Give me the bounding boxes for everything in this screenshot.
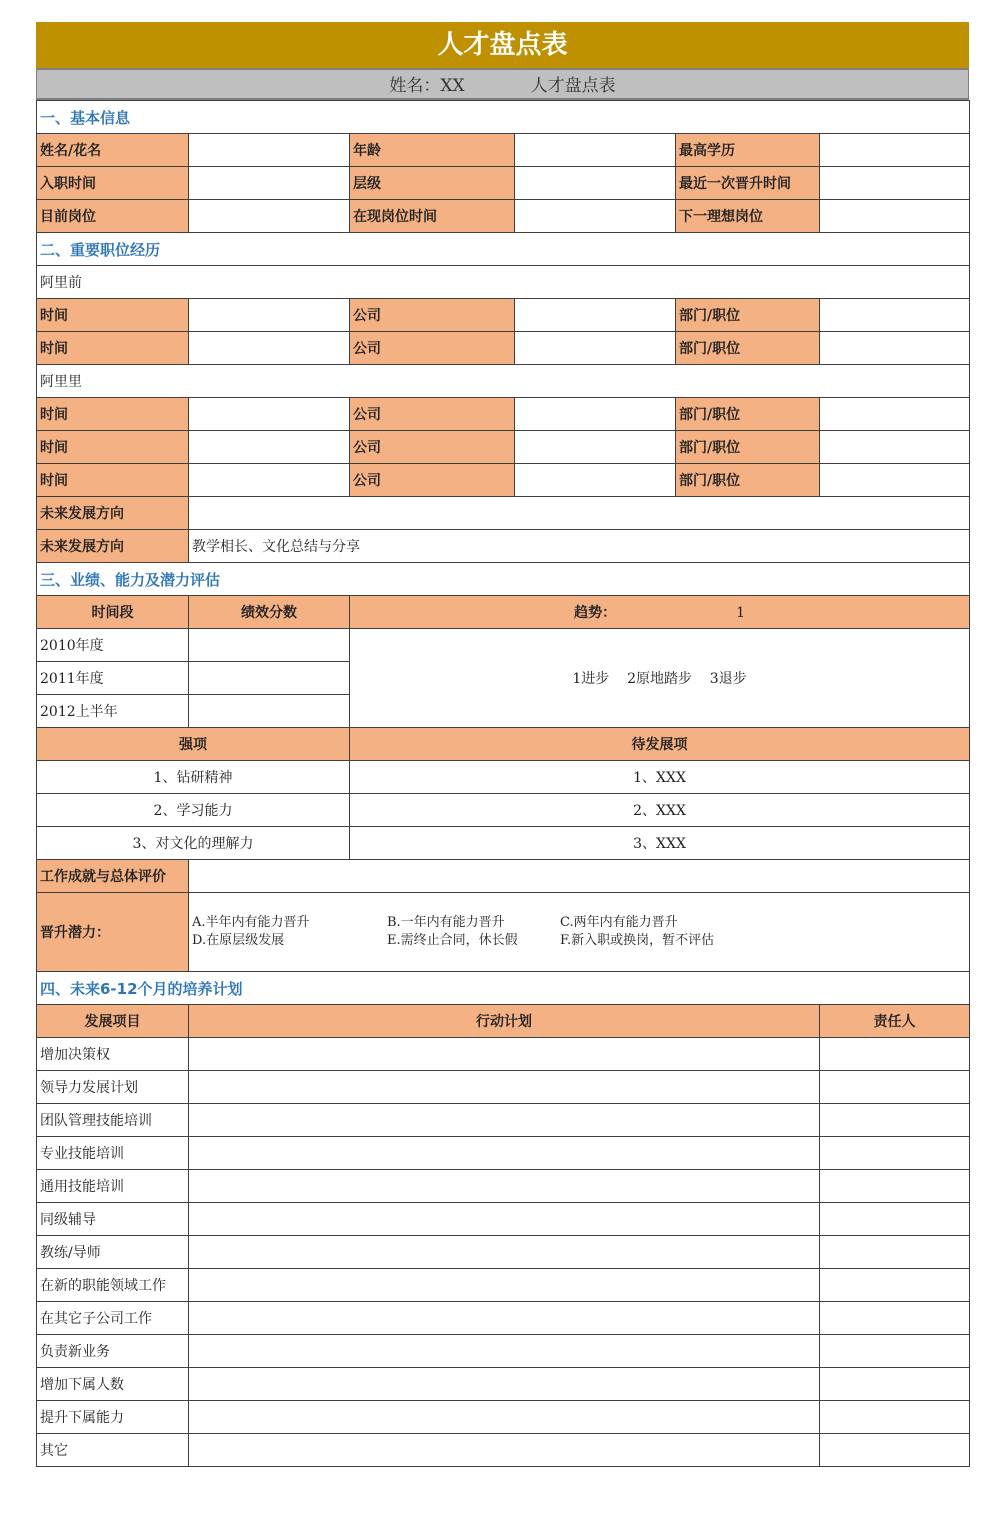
field-value[interactable] — [515, 134, 676, 167]
field-value[interactable] — [515, 167, 676, 200]
plan-item-label: 在其它子公司工作 — [37, 1302, 189, 1335]
form-table — [36, 100, 970, 1467]
time-value[interactable] — [189, 431, 350, 464]
potential-label: 晋升潜力： — [37, 893, 189, 972]
plan-owner-cell[interactable] — [820, 1269, 970, 1302]
dept-label: 部门/职位 — [676, 464, 820, 497]
field-label: 姓名/花名 — [37, 134, 189, 167]
table-row — [37, 200, 970, 233]
field-label: 下一理想岗位 — [676, 200, 820, 233]
plan-action-cell[interactable] — [189, 1137, 820, 1170]
future-direction-value[interactable]: 教学相长、文化总结与分享 — [189, 530, 970, 563]
column-header-strengths: 强项 — [37, 728, 350, 761]
strength-item[interactable]: 3、对文化的理解力 — [37, 827, 350, 860]
plan-owner-cell[interactable] — [820, 1038, 970, 1071]
field-label: 入职时间 — [37, 167, 189, 200]
plan-item-label: 同级辅导 — [37, 1203, 189, 1236]
option-b[interactable]: B.一年内有能力晋升 — [387, 915, 505, 930]
table-row — [37, 1368, 970, 1401]
option-e[interactable]: E.需终止合同，休长假 — [387, 933, 518, 948]
dept-label: 部门/职位 — [676, 299, 820, 332]
achievement-label: 工作成就与总体评价 — [37, 860, 189, 893]
company-value[interactable] — [515, 332, 676, 365]
field-value[interactable] — [820, 167, 970, 200]
plan-action-cell[interactable] — [189, 1038, 820, 1071]
plan-action-cell[interactable] — [189, 1071, 820, 1104]
plan-owner-cell[interactable] — [820, 1302, 970, 1335]
field-value[interactable] — [189, 200, 350, 233]
plan-action-cell[interactable] — [189, 1434, 820, 1467]
plan-action-cell[interactable] — [189, 1104, 820, 1137]
plan-item-label: 专业技能培训 — [37, 1137, 189, 1170]
table-row — [37, 1071, 970, 1104]
table-row — [37, 332, 970, 365]
develop-item[interactable]: 1、XXX — [350, 761, 970, 794]
plan-item-label: 领导力发展计划 — [37, 1071, 189, 1104]
company-value[interactable] — [515, 431, 676, 464]
table-row — [37, 1434, 970, 1467]
dept-value[interactable] — [820, 398, 970, 431]
talent-review-sheet — [36, 22, 969, 1467]
field-value[interactable] — [189, 167, 350, 200]
plan-action-cell[interactable] — [189, 1302, 820, 1335]
table-row — [37, 1335, 970, 1368]
plan-item-label: 增加下属人数 — [37, 1368, 189, 1401]
potential-options-line-2 — [192, 932, 966, 950]
dept-label: 部门/职位 — [676, 332, 820, 365]
table-row — [37, 1137, 970, 1170]
section-heading-plan: 四、未来6-12个月的培养计划 — [37, 972, 970, 1005]
table-header-row — [37, 596, 970, 629]
table-row — [37, 629, 970, 662]
plan-item-label: 提升下属能力 — [37, 1401, 189, 1434]
score-cell[interactable] — [189, 662, 350, 695]
section-heading-experience: 二、重要职位经历 — [37, 233, 970, 266]
dept-label: 部门/职位 — [676, 398, 820, 431]
potential-options-line-1 — [192, 914, 966, 932]
plan-action-cell[interactable] — [189, 1269, 820, 1302]
column-header-develop: 待发展项 — [350, 728, 970, 761]
field-value[interactable] — [515, 200, 676, 233]
develop-item[interactable]: 2、XXX — [350, 794, 970, 827]
company-label: 公司 — [350, 431, 515, 464]
company-value[interactable] — [515, 464, 676, 497]
dept-label: 部门/职位 — [676, 431, 820, 464]
plan-item-label: 增加决策权 — [37, 1038, 189, 1071]
company-value[interactable] — [515, 398, 676, 431]
column-header-plan: 行动计划 — [189, 1005, 820, 1038]
table-row — [37, 1236, 970, 1269]
score-cell[interactable] — [189, 629, 350, 662]
plan-item-label: 在新的职能领域工作 — [37, 1269, 189, 1302]
time-value[interactable] — [189, 332, 350, 365]
plan-item-label: 其它 — [37, 1434, 189, 1467]
plan-owner-cell[interactable] — [820, 1137, 970, 1170]
field-value[interactable] — [189, 134, 350, 167]
achievement-value[interactable] — [189, 860, 970, 893]
company-label: 公司 — [350, 332, 515, 365]
plan-action-cell[interactable] — [189, 1236, 820, 1269]
plan-item-label: 团队管理技能培训 — [37, 1104, 189, 1137]
option-d[interactable]: D.在原层级发展 — [192, 933, 285, 948]
period-cell: 2011年度 — [37, 662, 189, 695]
company-label: 公司 — [350, 398, 515, 431]
trend-legend: 1进步 2原地踏步 3退步 — [350, 629, 970, 728]
table-row — [37, 1170, 970, 1203]
plan-owner-cell[interactable] — [820, 1104, 970, 1137]
column-header-score: 绩效分数 — [189, 596, 350, 629]
period-cell: 2010年度 — [37, 629, 189, 662]
trend-value[interactable]: 1 — [736, 605, 745, 621]
subtitle-title: 人才盘点表 — [530, 76, 616, 96]
time-label: 时间 — [37, 398, 189, 431]
table-row — [37, 893, 970, 972]
score-cell[interactable] — [189, 695, 350, 728]
plan-action-cell[interactable] — [189, 1170, 820, 1203]
dept-value[interactable] — [820, 299, 970, 332]
plan-action-cell[interactable] — [189, 1203, 820, 1236]
plan-owner-cell[interactable] — [820, 1335, 970, 1368]
field-label: 在现岗位时间 — [350, 200, 515, 233]
subheading-before: 阿里前 — [37, 266, 970, 299]
table-row — [37, 1302, 970, 1335]
table-row — [37, 827, 970, 860]
table-row — [37, 431, 970, 464]
option-f[interactable]: F.新入职或换岗，暂不评估 — [560, 933, 715, 948]
dept-value[interactable] — [820, 332, 970, 365]
time-value[interactable] — [189, 464, 350, 497]
dept-value[interactable] — [820, 464, 970, 497]
plan-owner-cell[interactable] — [820, 1071, 970, 1104]
field-label: 层级 — [350, 167, 515, 200]
table-header-row — [37, 728, 970, 761]
section-heading-assessment: 三、业绩、能力及潜力评估 — [37, 563, 970, 596]
table-row — [37, 1038, 970, 1071]
option-a[interactable]: A.半年内有能力晋升 — [192, 915, 310, 930]
company-label: 公司 — [350, 299, 515, 332]
company-value[interactable] — [515, 299, 676, 332]
future-direction-label: 未来发展方向 — [37, 530, 189, 563]
develop-item[interactable]: 3、XXX — [350, 827, 970, 860]
table-row — [37, 1269, 970, 1302]
column-header-period: 时间段 — [37, 596, 189, 629]
plan-owner-cell[interactable] — [820, 1236, 970, 1269]
table-row — [37, 860, 970, 893]
future-direction-label: 未来发展方向 — [37, 497, 189, 530]
plan-owner-cell[interactable] — [820, 1434, 970, 1467]
trend-label: 趋势： — [574, 605, 617, 621]
table-row — [37, 794, 970, 827]
time-value[interactable] — [189, 398, 350, 431]
plan-rows — [37, 1038, 970, 1467]
table-row — [37, 299, 970, 332]
plan-owner-cell[interactable] — [820, 1203, 970, 1236]
table-row — [37, 464, 970, 497]
table-header-row — [37, 1005, 970, 1038]
field-value[interactable] — [820, 134, 970, 167]
section-heading-basic: 一、基本信息 — [37, 101, 970, 134]
time-label: 时间 — [37, 431, 189, 464]
table-row — [37, 1203, 970, 1236]
column-header-item: 发展项目 — [37, 1005, 189, 1038]
subheading-inside: 阿里里 — [37, 365, 970, 398]
field-label: 最近一次晋升时间 — [676, 167, 820, 200]
future-direction-value[interactable] — [189, 497, 970, 530]
column-header-trend — [350, 596, 970, 629]
period-cell: 2012上半年 — [37, 695, 189, 728]
table-row — [37, 1401, 970, 1434]
subtitle-bar — [36, 68, 969, 100]
plan-owner-cell[interactable] — [820, 1170, 970, 1203]
table-row — [37, 497, 970, 530]
field-label: 年龄 — [350, 134, 515, 167]
time-label: 时间 — [37, 299, 189, 332]
time-value[interactable] — [189, 299, 350, 332]
plan-item-label: 通用技能培训 — [37, 1170, 189, 1203]
field-label: 最高学历 — [676, 134, 820, 167]
time-label: 时间 — [37, 464, 189, 497]
column-header-owner: 责任人 — [820, 1005, 970, 1038]
subtitle-name: 姓名：XX — [389, 76, 465, 96]
potential-options[interactable] — [189, 893, 970, 972]
dept-value[interactable] — [820, 431, 970, 464]
page-title: 人才盘点表 — [36, 22, 969, 68]
table-row — [37, 398, 970, 431]
company-label: 公司 — [350, 464, 515, 497]
strength-item[interactable]: 2、学习能力 — [37, 794, 350, 827]
plan-item-label: 教练/导师 — [37, 1236, 189, 1269]
plan-item-label: 负责新业务 — [37, 1335, 189, 1368]
time-label: 时间 — [37, 332, 189, 365]
plan-action-cell[interactable] — [189, 1368, 820, 1401]
plan-action-cell[interactable] — [189, 1335, 820, 1368]
strength-item[interactable]: 1、钻研精神 — [37, 761, 350, 794]
table-row — [37, 1104, 970, 1137]
table-row — [37, 167, 970, 200]
option-c[interactable]: C.两年内有能力晋升 — [560, 915, 678, 930]
field-value[interactable] — [820, 200, 970, 233]
plan-action-cell[interactable] — [189, 1401, 820, 1434]
table-row — [37, 761, 970, 794]
plan-owner-cell[interactable] — [820, 1401, 970, 1434]
table-row — [37, 134, 970, 167]
table-row — [37, 530, 970, 563]
field-label: 目前岗位 — [37, 200, 189, 233]
plan-owner-cell[interactable] — [820, 1368, 970, 1401]
